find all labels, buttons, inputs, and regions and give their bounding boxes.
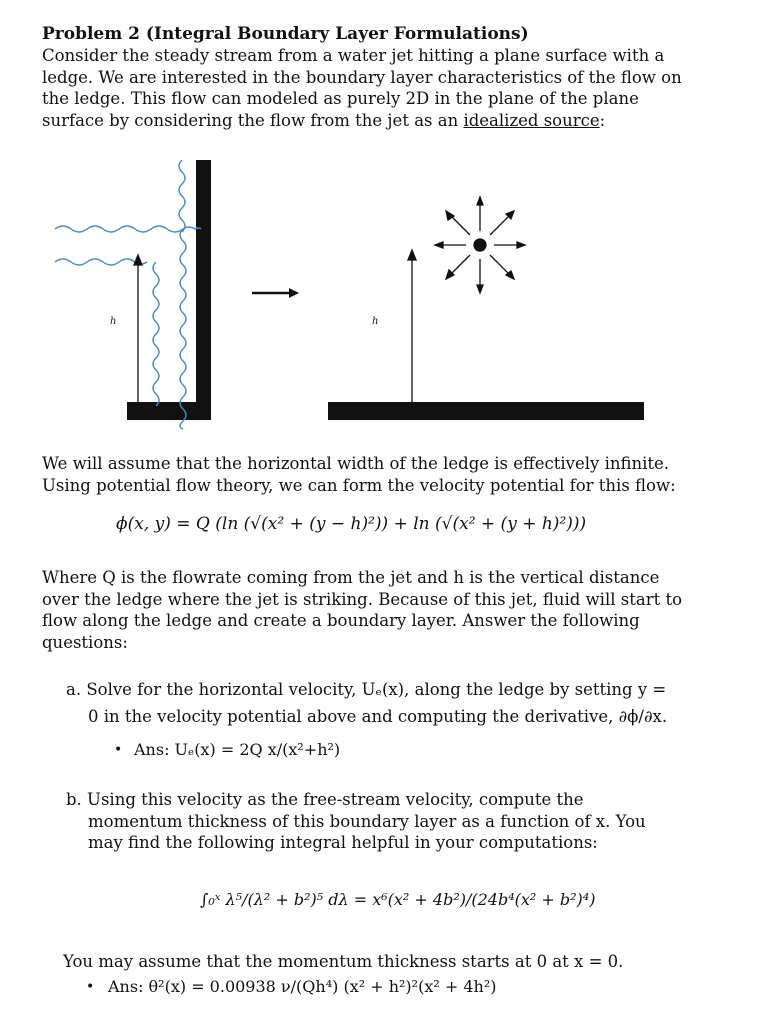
para3-line-2: over the ledge where the jet is striking. Because of this jet, fluid will start to xyxy=(42,589,683,609)
question-b-line-1: b. Using this velocity as the free-stream velocity, compute the xyxy=(66,790,584,809)
idealized-source-link: idealized source xyxy=(463,110,600,130)
velocity-potential-equation: ϕ(x, y) = Q (ln (√(x² + (y − h)²)) + ln (√(x² + (y + h)²))) xyxy=(116,514,587,534)
source-point-icon xyxy=(435,197,525,293)
left-height-arrow xyxy=(134,255,142,402)
intro-line-4-text: surface by considering the flow from the jet as an xyxy=(42,110,464,130)
question-a-line-2: 0 in the velocity potential above and computing the derivative, ∂ϕ/∂x. xyxy=(88,706,668,726)
question-b-line-3: may find the following integral helpful in your computations: xyxy=(88,833,598,852)
para2-line-1: We will assume that the horizontal width of the ledge is effectively infinite. xyxy=(42,454,670,473)
assumption-paragraph xyxy=(42,453,742,496)
wavy-jet-streams xyxy=(55,160,201,429)
para2-line-2: Using potential flow theory, we can form the velocity potential for this flow: xyxy=(42,475,676,495)
question-a xyxy=(66,679,746,727)
para3-line-4: questions: xyxy=(42,632,128,652)
para3-line-3: flow along the ledge and create a boundary layer. Answer the following xyxy=(42,611,640,630)
right-ledge-surface xyxy=(328,402,644,420)
intro-line-3: the ledge. This flow can modeled as purely 2D in the plane of the plane xyxy=(42,89,639,108)
intro-line-1: Consider the steady stream from a water jet hitting a plane surface with a xyxy=(42,46,665,65)
intro-line-4-end: : xyxy=(599,110,606,130)
question-b xyxy=(66,789,746,854)
flowrate-paragraph xyxy=(42,567,742,653)
bullet-b: • xyxy=(86,979,95,995)
intro-line-2: ledge. We are interested in the boundary layer characteristics of the flow on xyxy=(42,67,682,87)
question-a-line-1: a. Solve for the horizontal velocity, Uₑ(x), along the ledge by setting y = xyxy=(66,680,667,699)
left-h-label: h xyxy=(110,316,117,327)
answer-a: Ans: Uₑ(x) = 2Q x/(x²+h²) xyxy=(134,740,341,759)
para3-line-1: Where Q is the flowrate coming from the jet and h is the vertical distance xyxy=(42,568,660,587)
answer-b: Ans: θ²(x) = 0.00938 ν/(Qh⁴) (x² + h²)²(x² + 4h²) xyxy=(108,977,497,996)
problem-title: Problem 2 (Integral Boundary Layer Formulations) xyxy=(42,24,529,44)
right-h-label: h xyxy=(372,316,379,327)
question-b-line-2: momentum thickness of this boundary layer as a function of x. You xyxy=(88,811,646,831)
left-ledge-wall xyxy=(127,160,211,420)
bullet-a: • xyxy=(114,742,123,758)
assumption-line: You may assume that the momentum thickness starts at 0 at x = 0. xyxy=(63,952,624,971)
transform-arrow xyxy=(252,288,299,298)
right-height-arrow xyxy=(408,250,416,402)
integral-equation: ∫₀ˣ λ⁵/(λ² + b²)⁵ dλ = x⁶(x² + 4b²)/(24b⁴(x² + b²)⁴) xyxy=(200,890,596,909)
